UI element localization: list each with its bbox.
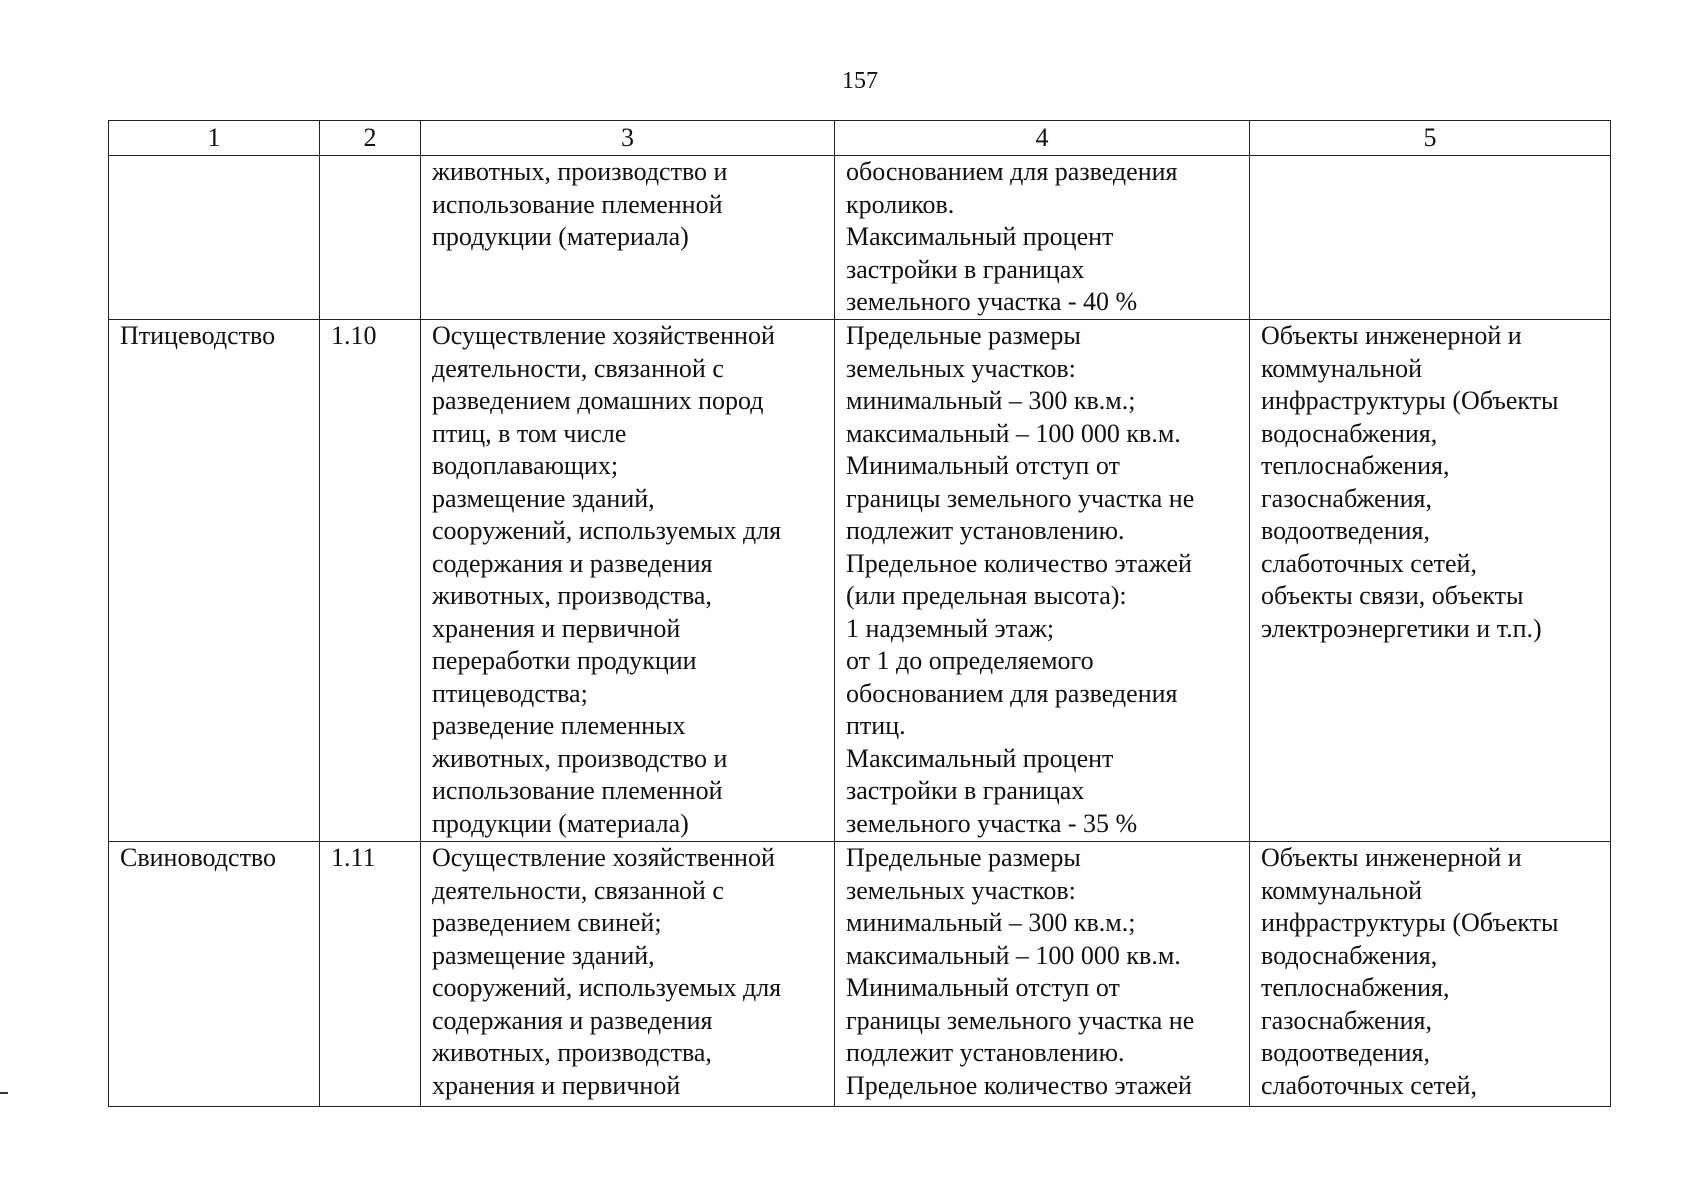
use-type-name-cell: [109, 320, 320, 842]
description-cell: [421, 320, 835, 842]
use-description: Осуществление хозяйственной деятельности, связанной с разведением свиней; размещение зданий, сооружений, используемых для содержания и разведения животных, производства, хранения и первичной: [432, 843, 782, 1100]
use-type-name: Птицеводство: [120, 321, 276, 350]
use-type-name-cell: [109, 842, 320, 1107]
parameters-cell: [835, 320, 1250, 842]
column-header: 3: [421, 121, 835, 156]
use-type-code: 1.10: [331, 321, 377, 350]
use-description: Осуществление хозяйственной деятельности, связанной с разведением домашних пород птиц, в том числе водоплавающих; размещение зданий, сооружений, используемых для содержания и разведения животных, производства, хранения и первичной переработки продукции птицеводства; разведение племенных животных, производство и использование племенной продукции (материала): [432, 321, 782, 838]
scan-artifact-mark: [0, 1092, 8, 1094]
description-cell: [421, 156, 835, 320]
column-header: 1: [109, 121, 320, 156]
limit-parameters: обоснованием для разведения кроликов. Максимальный процент застройки в границах земельного участка - 40 %: [846, 157, 1178, 316]
table-row: [109, 842, 1611, 1107]
infrastructure-cell: [1250, 842, 1611, 1107]
limit-parameters: Предельные размеры земельных участков: минимальный – 300 кв.м.; максимальный – 100 000 кв.м. Минимальный отступ от границы земельного участка не подлежит установлению. Предельное количество этажей: [846, 843, 1195, 1100]
column-header: 4: [835, 121, 1250, 156]
use-type-code-cell: [320, 156, 421, 320]
use-type-name-cell: [109, 156, 320, 320]
column-header: 5: [1250, 121, 1611, 156]
infrastructure-objects: Объекты инженерной и коммунальной инфраструктуры (Объекты водоснабжения, теплоснабжения, газоснабжения, водоотведения, слаботочных сетей,: [1261, 843, 1559, 1100]
use-type-name: Свиноводство: [120, 843, 277, 872]
land-use-table: [108, 120, 1611, 1107]
parameters-cell: [835, 156, 1250, 320]
page-number: 157: [842, 68, 878, 94]
parameters-cell: [835, 842, 1250, 1107]
table-header-row: [109, 121, 1611, 156]
column-header: 2: [320, 121, 421, 156]
table-row: [109, 320, 1611, 842]
use-type-code-cell: [320, 320, 421, 842]
use-type-code-cell: [320, 842, 421, 1107]
limit-parameters: Предельные размеры земельных участков: минимальный – 300 кв.м.; максимальный – 100 000 кв.м. Минимальный отступ от границы земельного участка не подлежит установлению. Предельное количество этажей (или предельная высота): 1 надземный этаж; от 1 до определяемого обоснованием для разведения птиц. Максимальный процент застройки в границах земельного участка - 35 %: [846, 321, 1195, 838]
infrastructure-objects: Объекты инженерной и коммунальной инфраструктуры (Объекты водоснабжения, теплоснабжения, газоснабжения, водоотведения, слаботочных сетей, объекты связи, объекты электроэнергетики и т.п.): [1261, 321, 1559, 643]
use-description: животных, производство и использование племенной продукции (материала): [432, 157, 728, 251]
table-row: [109, 156, 1611, 320]
infrastructure-cell: [1250, 156, 1611, 320]
infrastructure-cell: [1250, 320, 1611, 842]
use-type-code: 1.11: [331, 843, 376, 872]
description-cell: [421, 842, 835, 1107]
